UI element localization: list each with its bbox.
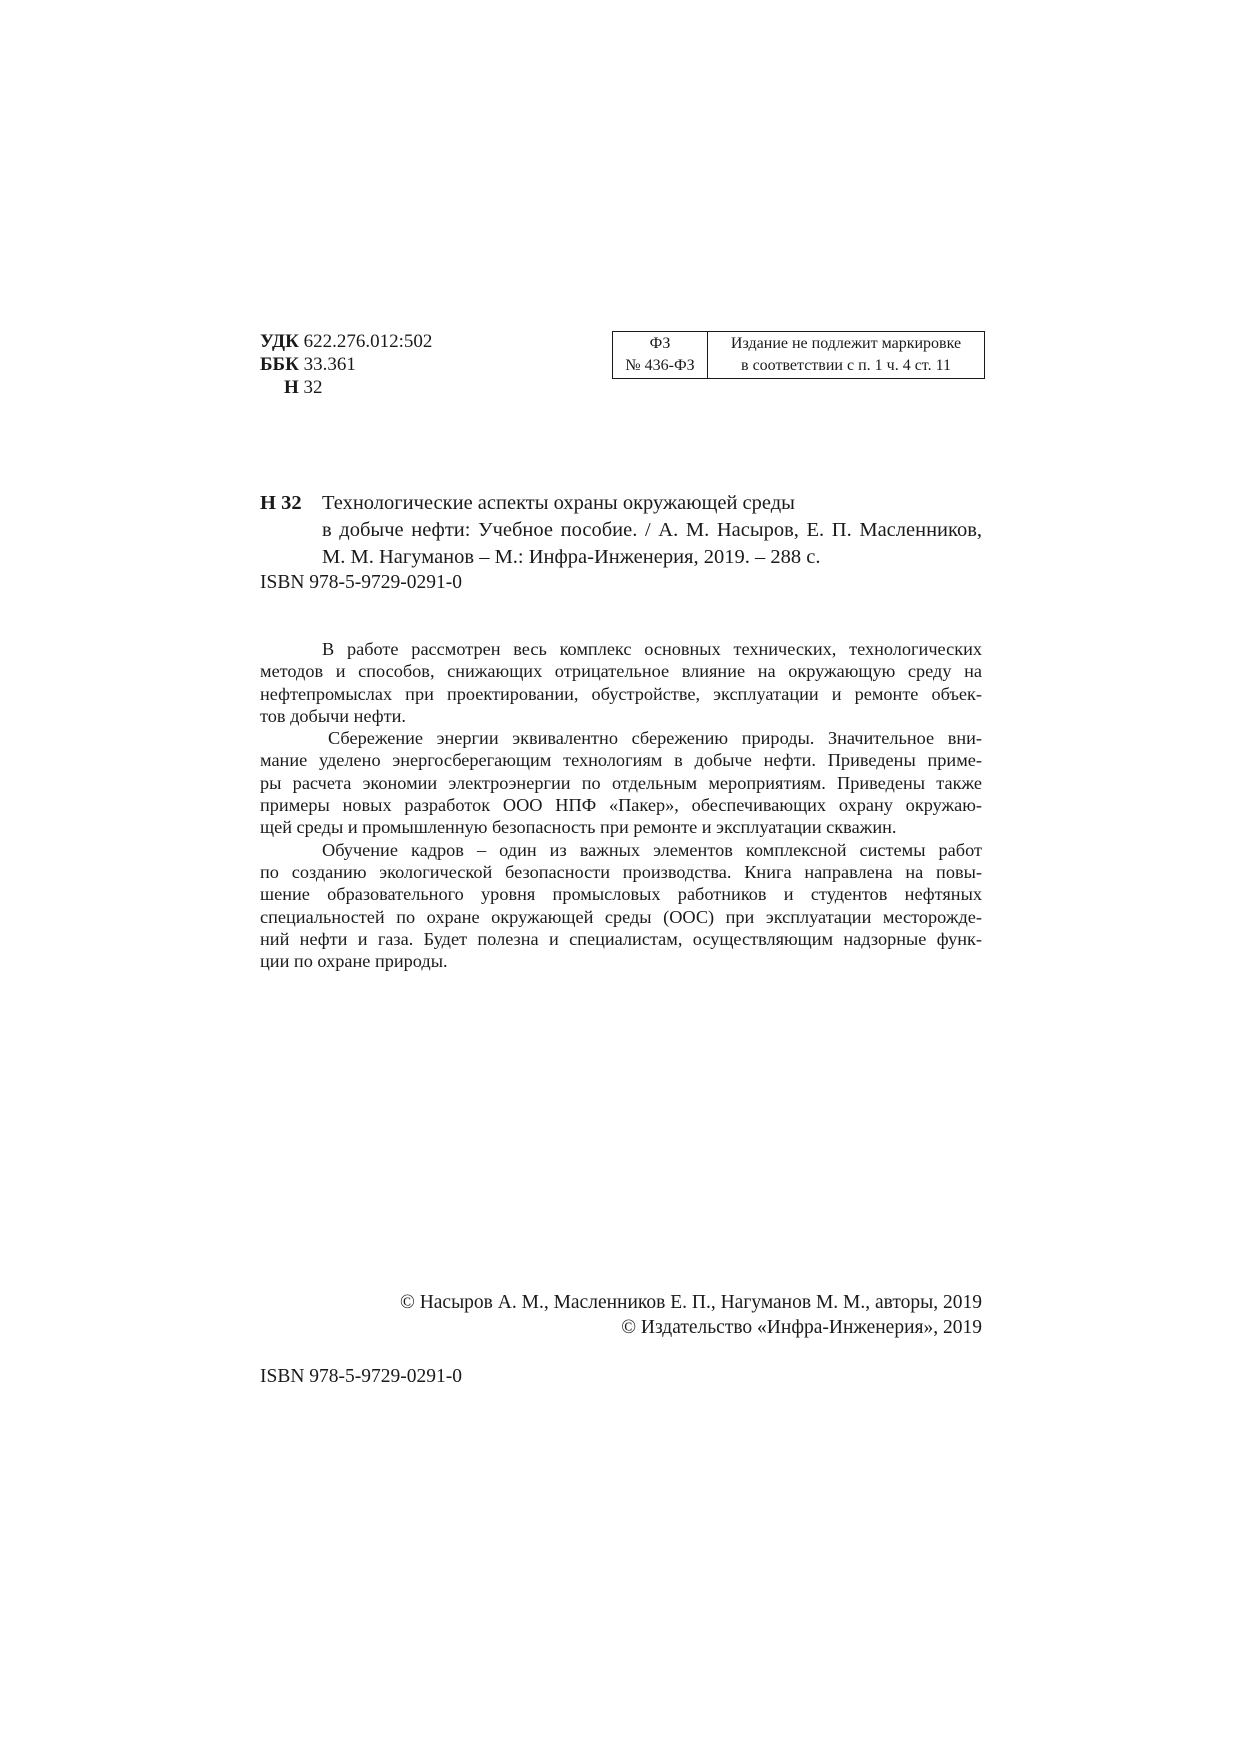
marking-note-line-1: Издание не подлежит маркировке [730,335,962,352]
entry-line: Технологические аспекты охраны окружающей среды [322,492,795,514]
abstract-line: шение образовательного уровня промысловых работников и студентов нефтяных [260,884,982,905]
abstract-line: нефтепромыслах при проектировании, обустройстве, эксплуатации и ремонте объек- [260,683,982,704]
abstract-line: ний нефти и газа. Будет полезна и специалистам, осуществляющим надзорные функ- [260,928,982,949]
abstract-line: мание уделено энергосберегающим технологиям в добыче нефти. Приведены приме- [260,750,982,771]
abstract-line: методов и способов, снижающих отрицательное влияние на окружающую среду на [260,661,982,682]
author-mark-line [260,376,432,399]
isbn-bottom: ISBN 978-5-9729-0291-0 [260,1366,463,1387]
copyright-authors: © Насыров А. М., Масленников Е. П., Нагуманов М. М., авторы, 2019 [400,1292,982,1313]
abstract-line: тов добычи нефти. [260,705,406,726]
copyright-publisher: © Издательство «Инфра-Инженерия», 2019 [621,1317,982,1338]
abstract-line: примеры новых разработок ООО НПФ «Пакер», обеспечивающих охрану окружаю- [260,795,982,816]
abstract-line: Обучение кадров – один из важных элементов комплексной системы работ [322,839,982,860]
udk-value: 622.276.012:502 [303,331,433,352]
isbn-top: ISBN 978-5-9729-0291-0 [260,572,463,593]
udk-line [260,330,432,353]
abstract-line: В работе рассмотрен весь комплекс основных технических, технологических [322,639,982,659]
law-line-1: ФЗ [649,335,671,352]
classification-block [260,330,432,399]
marking-box [612,331,985,379]
marking-note-cell [708,332,985,379]
bibliographic-entry [260,490,982,571]
author-mark-number: 32 [303,377,323,398]
abstract-line: ции по охране природы. [260,951,448,972]
law-line-2: № 436-ФЗ [625,357,695,374]
marking-note-line-2: в соответствии с п. 1 ч. 4 ст. 11 [741,357,951,374]
author-mark-letter: Н [284,377,299,398]
law-cell [613,332,708,379]
entry-line: М. М. Нагуманов – М.: Инфра-Инженерия, 2019. – 288 с. [322,546,821,568]
abstract-line: по созданию экологической безопасности производства. Книга направлена на повы- [260,861,982,882]
copyright-block [400,1290,982,1340]
abstract-line: Сбережение энергии эквивалентно сбережению природы. Значительное вни- [328,728,982,749]
udk-label: УДК [260,331,299,352]
abstract-line: ры расчета экономии электроэнергии по отдельным мероприятиям. Приведены также [260,772,982,793]
entry-line: в добыче нефти: Учебное пособие. / А. М. Насыров, Е. П. Масленников, [322,519,982,541]
bbk-line [260,353,432,376]
abstract-line: специальностей по охране окружающей среды (ООС) при эксплуатации месторожде- [260,906,982,927]
bbk-value: 33.361 [303,354,356,375]
bbk-label: ББК [260,354,299,375]
entry-code: Н 32 [260,492,302,514]
abstract [260,638,982,972]
abstract-line: щей среды и промышленную безопасность при ремонте и эксплуатации скважин. [260,817,897,838]
